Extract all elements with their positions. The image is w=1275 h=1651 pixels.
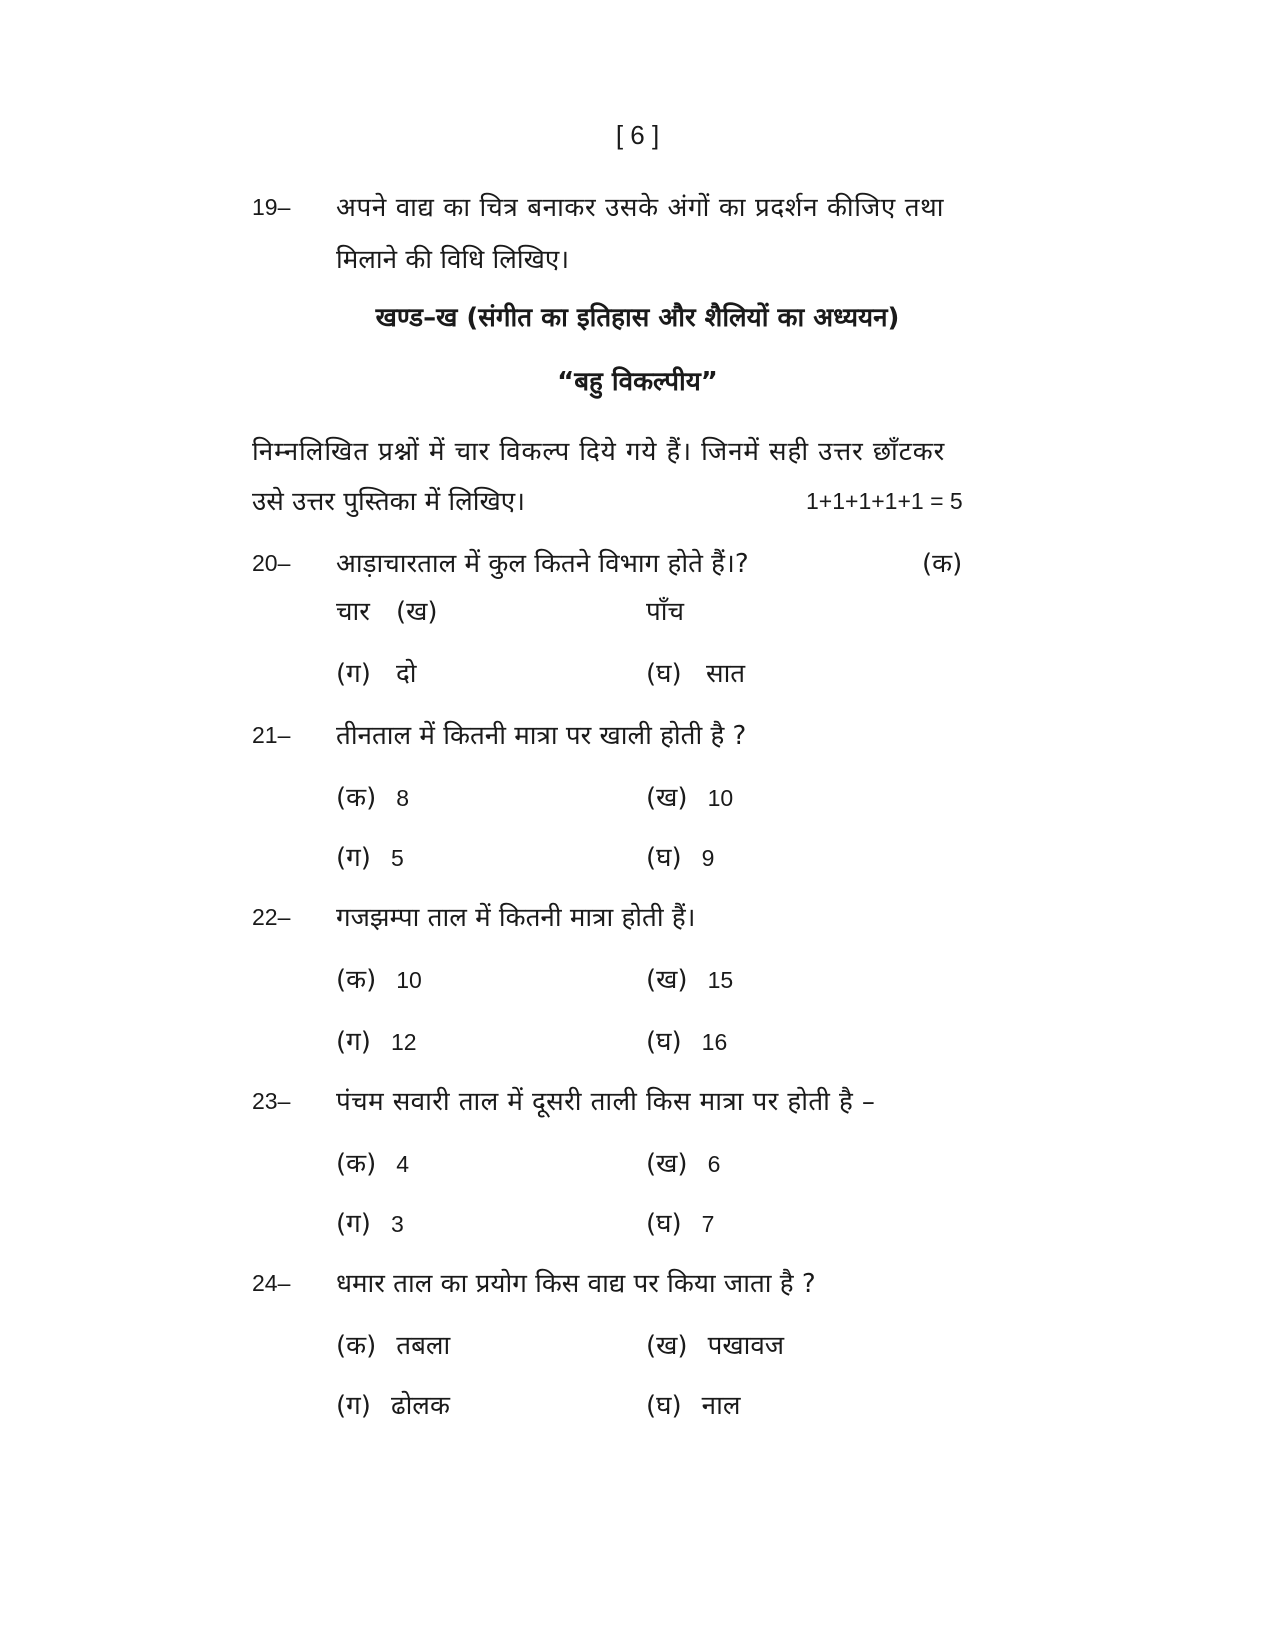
option-label: (ख) <box>646 965 688 995</box>
question-number-20: 20– <box>252 550 291 576</box>
option-value: 15 <box>707 967 734 993</box>
option-value: ढोलक <box>390 1391 450 1421</box>
question-23-text: पंचम सवारी ताल में दूसरी ताली किस मात्रा पर होती है – <box>336 1087 876 1117</box>
option-value: 6 <box>707 1151 721 1177</box>
marks-allocation: 1+1+1+1+1 = 5 <box>806 488 963 514</box>
option-label: (घ) <box>646 1027 682 1057</box>
question-19-text-line2: मिलाने की विधि लिखिए। <box>336 245 570 275</box>
instructions-line2: उसे उत्तर पुस्तिका में लिखिए। <box>252 487 526 517</box>
question-number-22: 22– <box>252 904 291 930</box>
question-21-text: तीनताल में कितनी मात्रा पर खाली होती है ? <box>336 721 747 751</box>
q20-option-gha-label: (घ) <box>646 659 682 689</box>
option-label: (घ) <box>646 843 682 873</box>
sub-heading: “बहु विकल्पीय” <box>557 367 718 397</box>
option-value: 5 <box>390 845 404 871</box>
option-label: (घ) <box>646 1209 682 1239</box>
q20-option-gha-value: सात <box>706 659 746 689</box>
option-label: (ग) <box>336 1209 371 1239</box>
q20-option-ka-label: (क) <box>922 549 963 579</box>
q20-option-ga-label: (ग) <box>336 659 371 689</box>
option-label: (क) <box>336 783 377 813</box>
question-number-23: 23– <box>252 1088 291 1114</box>
page-number: [ 6 ] <box>615 120 660 150</box>
q21-option-ga <box>336 838 404 874</box>
question-number-19: 19– <box>252 194 291 220</box>
option-value: 7 <box>701 1211 715 1237</box>
question-22-text: गजझम्पा ताल में कितनी मात्रा होती हैं। <box>336 903 696 933</box>
q20-option-ga-value: दो <box>396 659 417 689</box>
q24-option-gha <box>646 1386 740 1422</box>
option-label: (क) <box>336 1331 377 1361</box>
q22-option-kha <box>646 960 733 996</box>
option-value: 16 <box>701 1029 728 1055</box>
option-value: 8 <box>396 785 410 811</box>
q23-option-gha <box>646 1204 714 1240</box>
question-number-21: 21– <box>252 722 291 748</box>
question-19-text-line1: अपने वाद्य का चित्र बनाकर उसके अंगों का प्रदर्शन कीजिए तथा <box>336 193 945 223</box>
q22-option-gha <box>646 1022 727 1058</box>
option-label: (ग) <box>336 843 371 873</box>
option-label: (ख) <box>646 1149 688 1179</box>
question-number-24: 24– <box>252 1270 291 1296</box>
option-label: (ग) <box>336 1027 371 1057</box>
question-20-text: आड़ाचारताल में कुल कितने विभाग होते हैं।? <box>336 549 749 579</box>
q24-option-ga <box>336 1386 450 1422</box>
q20-option-ka-value: चार <box>336 597 370 627</box>
q24-option-ka <box>336 1326 450 1362</box>
option-value: 10 <box>396 967 422 993</box>
question-24-text: धमार ताल का प्रयोग किस वाद्य पर किया जाता है ? <box>336 1269 816 1299</box>
q23-option-kha <box>646 1144 720 1180</box>
option-label: (ख) <box>646 783 688 813</box>
option-label: (ग) <box>336 1391 371 1421</box>
q23-option-ga <box>336 1204 404 1240</box>
q23-option-ka <box>336 1144 409 1180</box>
option-label: (ख) <box>646 1331 688 1361</box>
q20-option-kha-label: (ख) <box>396 597 438 627</box>
option-value: 10 <box>707 785 734 811</box>
option-value: पखावज <box>707 1331 785 1361</box>
option-value: तबला <box>396 1331 451 1361</box>
q22-option-ka <box>336 960 422 996</box>
option-value: 9 <box>701 845 715 871</box>
option-label: (घ) <box>646 1391 682 1421</box>
q21-option-gha <box>646 838 714 874</box>
option-label: (क) <box>336 965 377 995</box>
q21-option-kha <box>646 778 733 814</box>
option-value: 4 <box>396 1151 410 1177</box>
section-heading: खण्ड–ख (संगीत का इतिहास और शैलियों का अध्ययन) <box>375 303 900 333</box>
option-label: (क) <box>336 1149 377 1179</box>
option-value: 12 <box>390 1029 417 1055</box>
option-value: 3 <box>390 1211 404 1237</box>
option-value: नाल <box>701 1391 741 1421</box>
q20-option-kha-value: पाँच <box>646 597 685 627</box>
q21-option-ka <box>336 778 409 814</box>
instructions-line1: निम्नलिखित प्रश्नों में चार विकल्प दिये गये हैं। जिनमें सही उत्तर छाँटकर <box>252 437 946 467</box>
q24-option-kha <box>646 1326 784 1362</box>
q22-option-ga <box>336 1022 417 1058</box>
